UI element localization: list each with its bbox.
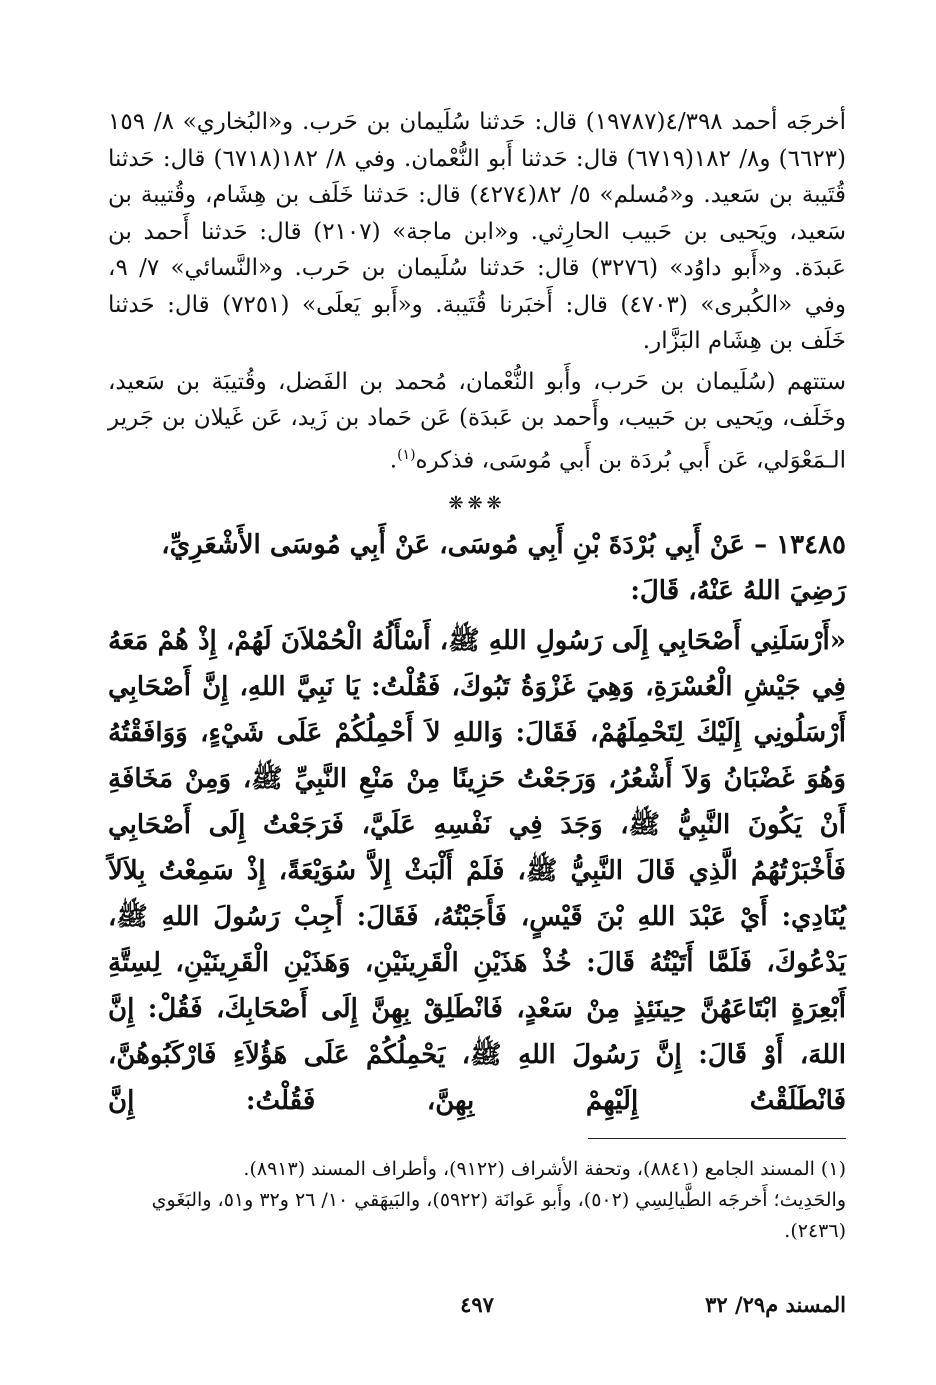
footnote-reference[interactable]: (١) (397, 446, 416, 463)
page-number: ٤٩٧ (460, 1292, 494, 1317)
hadith-text: «أَرْسَلَنِي أَصْحَابِي إِلَى رَسُولِ اللهِ ﷺ، أَسْأَلُهُ الْحُمْلاَنَ لَهُمْ، إِذْ هُمْ مَعَهُ فِي جَيْشِ الْعُسْرَةِ، وَهِيَ غَزْوَةُ تَبُوكَ، فَقُلْتُ: يَا نَبِيَّ اللهِ، إِنَّ أَصْحَابِي أَرْسَلُونِي إِلَيْكَ لِتَحْمِلَهُمْ، فَقَالَ: وَاللهِ لاَ أَحْمِلُكُمْ عَلَى شَيْءٍ، وَوَافَقْتُهُ وَهُوَ غَضْبَانُ وَلاَ أَشْعُرُ، وَرَجَعْتُ حَزِينًا مِنْ مَنْعِ النَّبِيِّ ﷺ، وَمِنْ مَخَافَةِ أَنْ يَكُونَ النَّبِيُّ ﷺ، وَجَدَ فِي نَفْسِهِ عَلَيَّ، فَرَجَعْتُ إِلَى أَصْحَابِي فَأَخْبَرْتُهُمُ الَّذِي قَالَ النَّبِيُّ ﷺ، فَلَمْ أَلْبَثْ إِلاَّ سُوَيْعَةً، إِذْ سَمِعْتُ بِلاَلاً يُنَادِي: أَيْ عَبْدَ اللهِ بْنَ قَيْسٍ، فَأَجَبْتُهُ، فَقَالَ: أَجِبْ رَسُولَ اللهِ ﷺ، يَدْعُوكَ، فَلَمَّا أَتَيْتُهُ قَالَ: خُذْ هَذَيْنِ الْقَرِينَيْنِ، وَهَذَيْنِ الْقَرِينَيْنِ، لِسِتَّةِ أَبْعِرَةٍ ابْتَاعَهُنَّ حِينَئِذٍ مِنْ سَعْدٍ، فَانْطَلِقْ بِهِنَّ إِلَى أَصْحَابِكَ، فَقُلْ: إِنَّ اللهَ، أَوْ قَالَ: إِنَّ رَسُولَ اللهِ ﷺ، يَحْمِلُكُمْ عَلَى هَؤُلاَءِ فَارْكَبُوهُنَّ، فَانْطَلَقْتُ إِلَيْهِمْ بِهِنَّ، فَقُلْتُ: إِنَّ (108, 625, 846, 1116)
section-separator: ❋❋❋ (448, 492, 506, 514)
volume-signature: المسند م٢٩/ ٣٢ (705, 1292, 846, 1317)
takhrij-paragraph-2 (108, 364, 846, 479)
footnotes (108, 1154, 846, 1247)
footnote-2: والحَدِيث؛ أَخرجَه الطَّيالِسِي (٥٠٢)، وأَبو عَوانَة (٥٩٢٢)، والبَيهَقي ١٠/ ٢٦ و٣٢ و٥١، والبَغَوي (٢٤٣٦). (151, 1189, 846, 1242)
hadith-heading: ١٣٤٨٥ – عَنْ أَبِي بُرْدَةَ بْنِ أَبِي مُوسَى، عَنْ أَبِي مُوسَى الأَشْعَرِيِّ، رَضِيَ اللهُ عَنْهُ، قَالَ: (161, 529, 846, 606)
page-body (108, 104, 847, 1317)
footnote-1: (١) المسند الجامع (٨٨٤١)، وتحفة الأشراف (٩١٢٢)، وأطراف المسند (٨٩١٣). (243, 1158, 846, 1180)
takhrij-paragraph-2-text: ستتهم (سُلَيمان بن حَرب، وأَبو النُّعْمان، مُحمد بن الفَضل، وقُتيبَة بن سَعيد، وخَلَف، ويَحيى بن حَبيب، وأَحمد بن عَبدَة) عَن حَماد بن زَيد، عَن غَيلان بن جَرير الـمَعْوَلي، عَن أَبي بُردَة بن أَبي مُوسَى، فذكره (108, 368, 846, 474)
takhrij-paragraph-2-end: . (389, 447, 398, 474)
takhrij-paragraph-1: أخرجَه أحمد ٤/٣٩٨(١٩٧٨٧) قال: حَدثنا سُلَيمان بن حَرب. و«البُخاري» ٨/ ١٥٩ (٦٦٢٣) و٨/ ١٨٢(٦٧١٩) قال: حَدثنا أَبو النُّعْمان. وفي ٨/ ١٨٢(٦٧١٨) قال: حَدثنا قُتَيبة بن سَعيد. و«مُسلم» ٥/ ٨٢(٤٢٧٤) قال: حَدثنا خَلَف بن هِشَام، وقُتيبة بن سَعيد، ويَحيى بن حَبيب الحارِثي. و«ابن ماجة» (٢١٠٧) قال: حَدثنا أَحمد بن عَبدَة. و«أَبو داوُد» (٣٢٧٦) قال: حَدثنا سُلَيمان بن حَرب. و«النَّسائي» ٧/ ٩، وفي «الكُبرى» (٤٧٠٣) قال: أَخبَرنا قُتَيبة. و«أَبو يَعلَى» (٧٢٥١) قال: حَدثنا خَلَف بن هِشَام البَزَّار. (108, 109, 847, 354)
footnote-divider (588, 1138, 846, 1139)
